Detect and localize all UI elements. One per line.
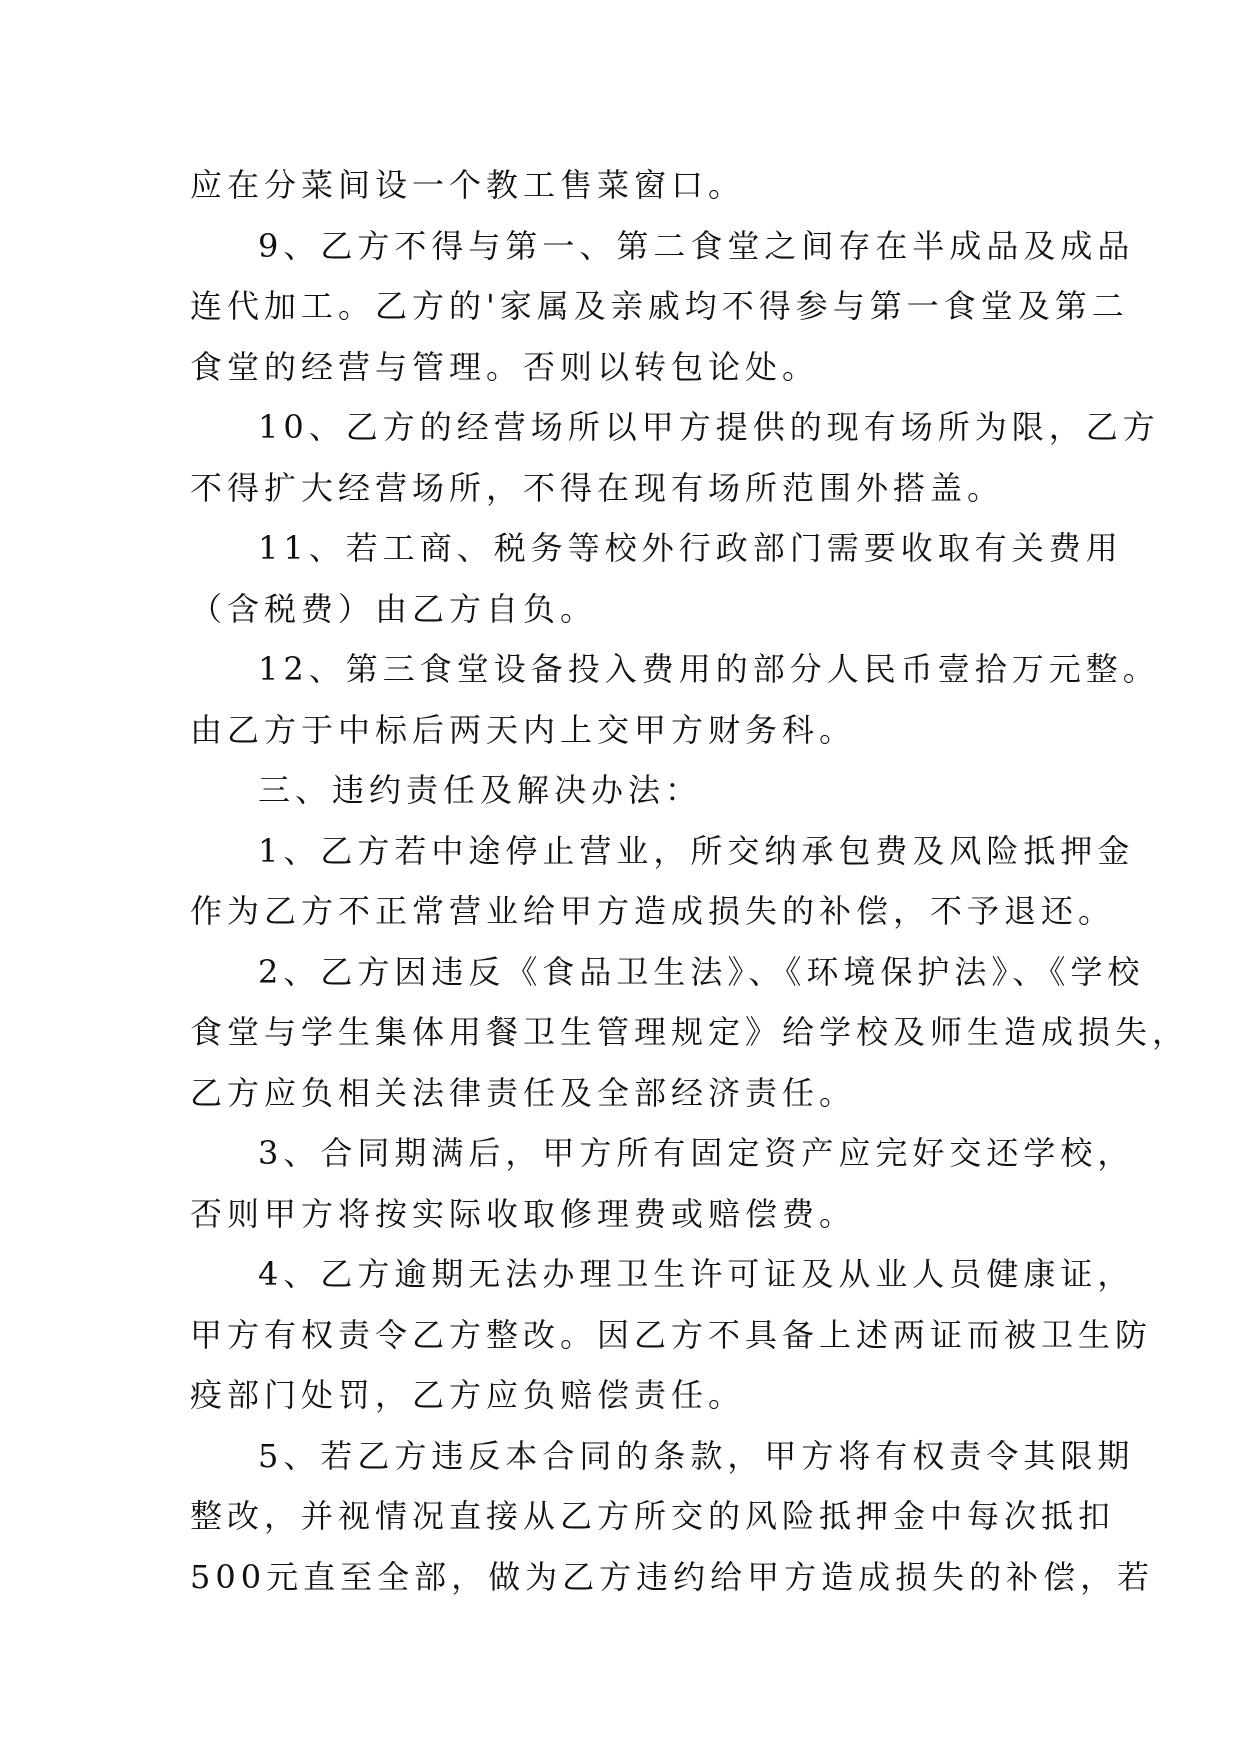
text-line: 500元直至全部，做为乙方违约给甲方造成损失的补偿，若	[190, 1557, 1155, 1596]
text-line: 12、第三食堂设备投入费用的部分人民币壹拾万元整。	[258, 650, 1160, 688]
text-line: 乙方应负相关法律责任及全部经济责任。	[190, 1073, 857, 1112]
text-line: 疫部门处罚，乙方应负赔偿责任。	[190, 1376, 746, 1414]
text-line: 由乙方于中标后两天内上交甲方财务科。	[190, 710, 857, 749]
text-line: 4、乙方逾期无法办理卫生许可证及从业人员健康证，	[258, 1255, 1135, 1293]
text-line: 应在分菜间设一个教工售菜窗口。	[190, 166, 746, 204]
text-line: （含税费）由乙方自负。	[190, 589, 598, 628]
text-line: 9、乙方不得与第一、第二食堂之间存在半成品及成品	[258, 226, 1135, 265]
section-heading: 三、违约责任及解决办法：	[258, 771, 703, 809]
text-line: 5、若乙方违反本合同的条款，甲方将有权责令其限期	[258, 1436, 1135, 1475]
text-line: 2、乙方因违反《食品卫生法》、《环境保护法》、《学校	[258, 952, 1145, 991]
text-line: 1、乙方若中途停止营业，所交纳承包费及风险抵押金	[258, 831, 1135, 870]
text-line: 甲方有权责令乙方整改。因乙方不具备上述两证而被卫生防	[190, 1315, 1153, 1354]
text-line: 食堂与学生集体用餐卫生管理规定》给学校及师生造成损失，	[190, 1013, 1190, 1051]
text-line: 否则甲方将按实际收取修理费或赔偿费。	[190, 1194, 857, 1233]
text-line: 食堂的经营与管理。否则以转包论处。	[190, 347, 820, 386]
text-line: 不得扩大经营场所，不得在现有场所范围外搭盖。	[190, 468, 1005, 507]
text-line: 3、合同期满后，甲方所有固定资产应完好交还学校，	[258, 1134, 1135, 1172]
text-line: 11、若工商、税务等校外行政部门需要收取有关费用	[258, 529, 1123, 567]
text-line: 10、乙方的经营场所以甲方提供的现有场所为限，乙方	[258, 408, 1160, 446]
text-line: 整改，并视情况直接从乙方所交的风险抵押金中每次抵扣	[190, 1497, 1116, 1535]
document-body	[190, 155, 1190, 1607]
text-line: 连代加工。乙方的'家属及亲戚均不得参与第一食堂及第二	[190, 287, 1129, 325]
text-line: 作为乙方不正常营业给甲方造成损失的补偿，不予退还。	[190, 892, 1116, 930]
